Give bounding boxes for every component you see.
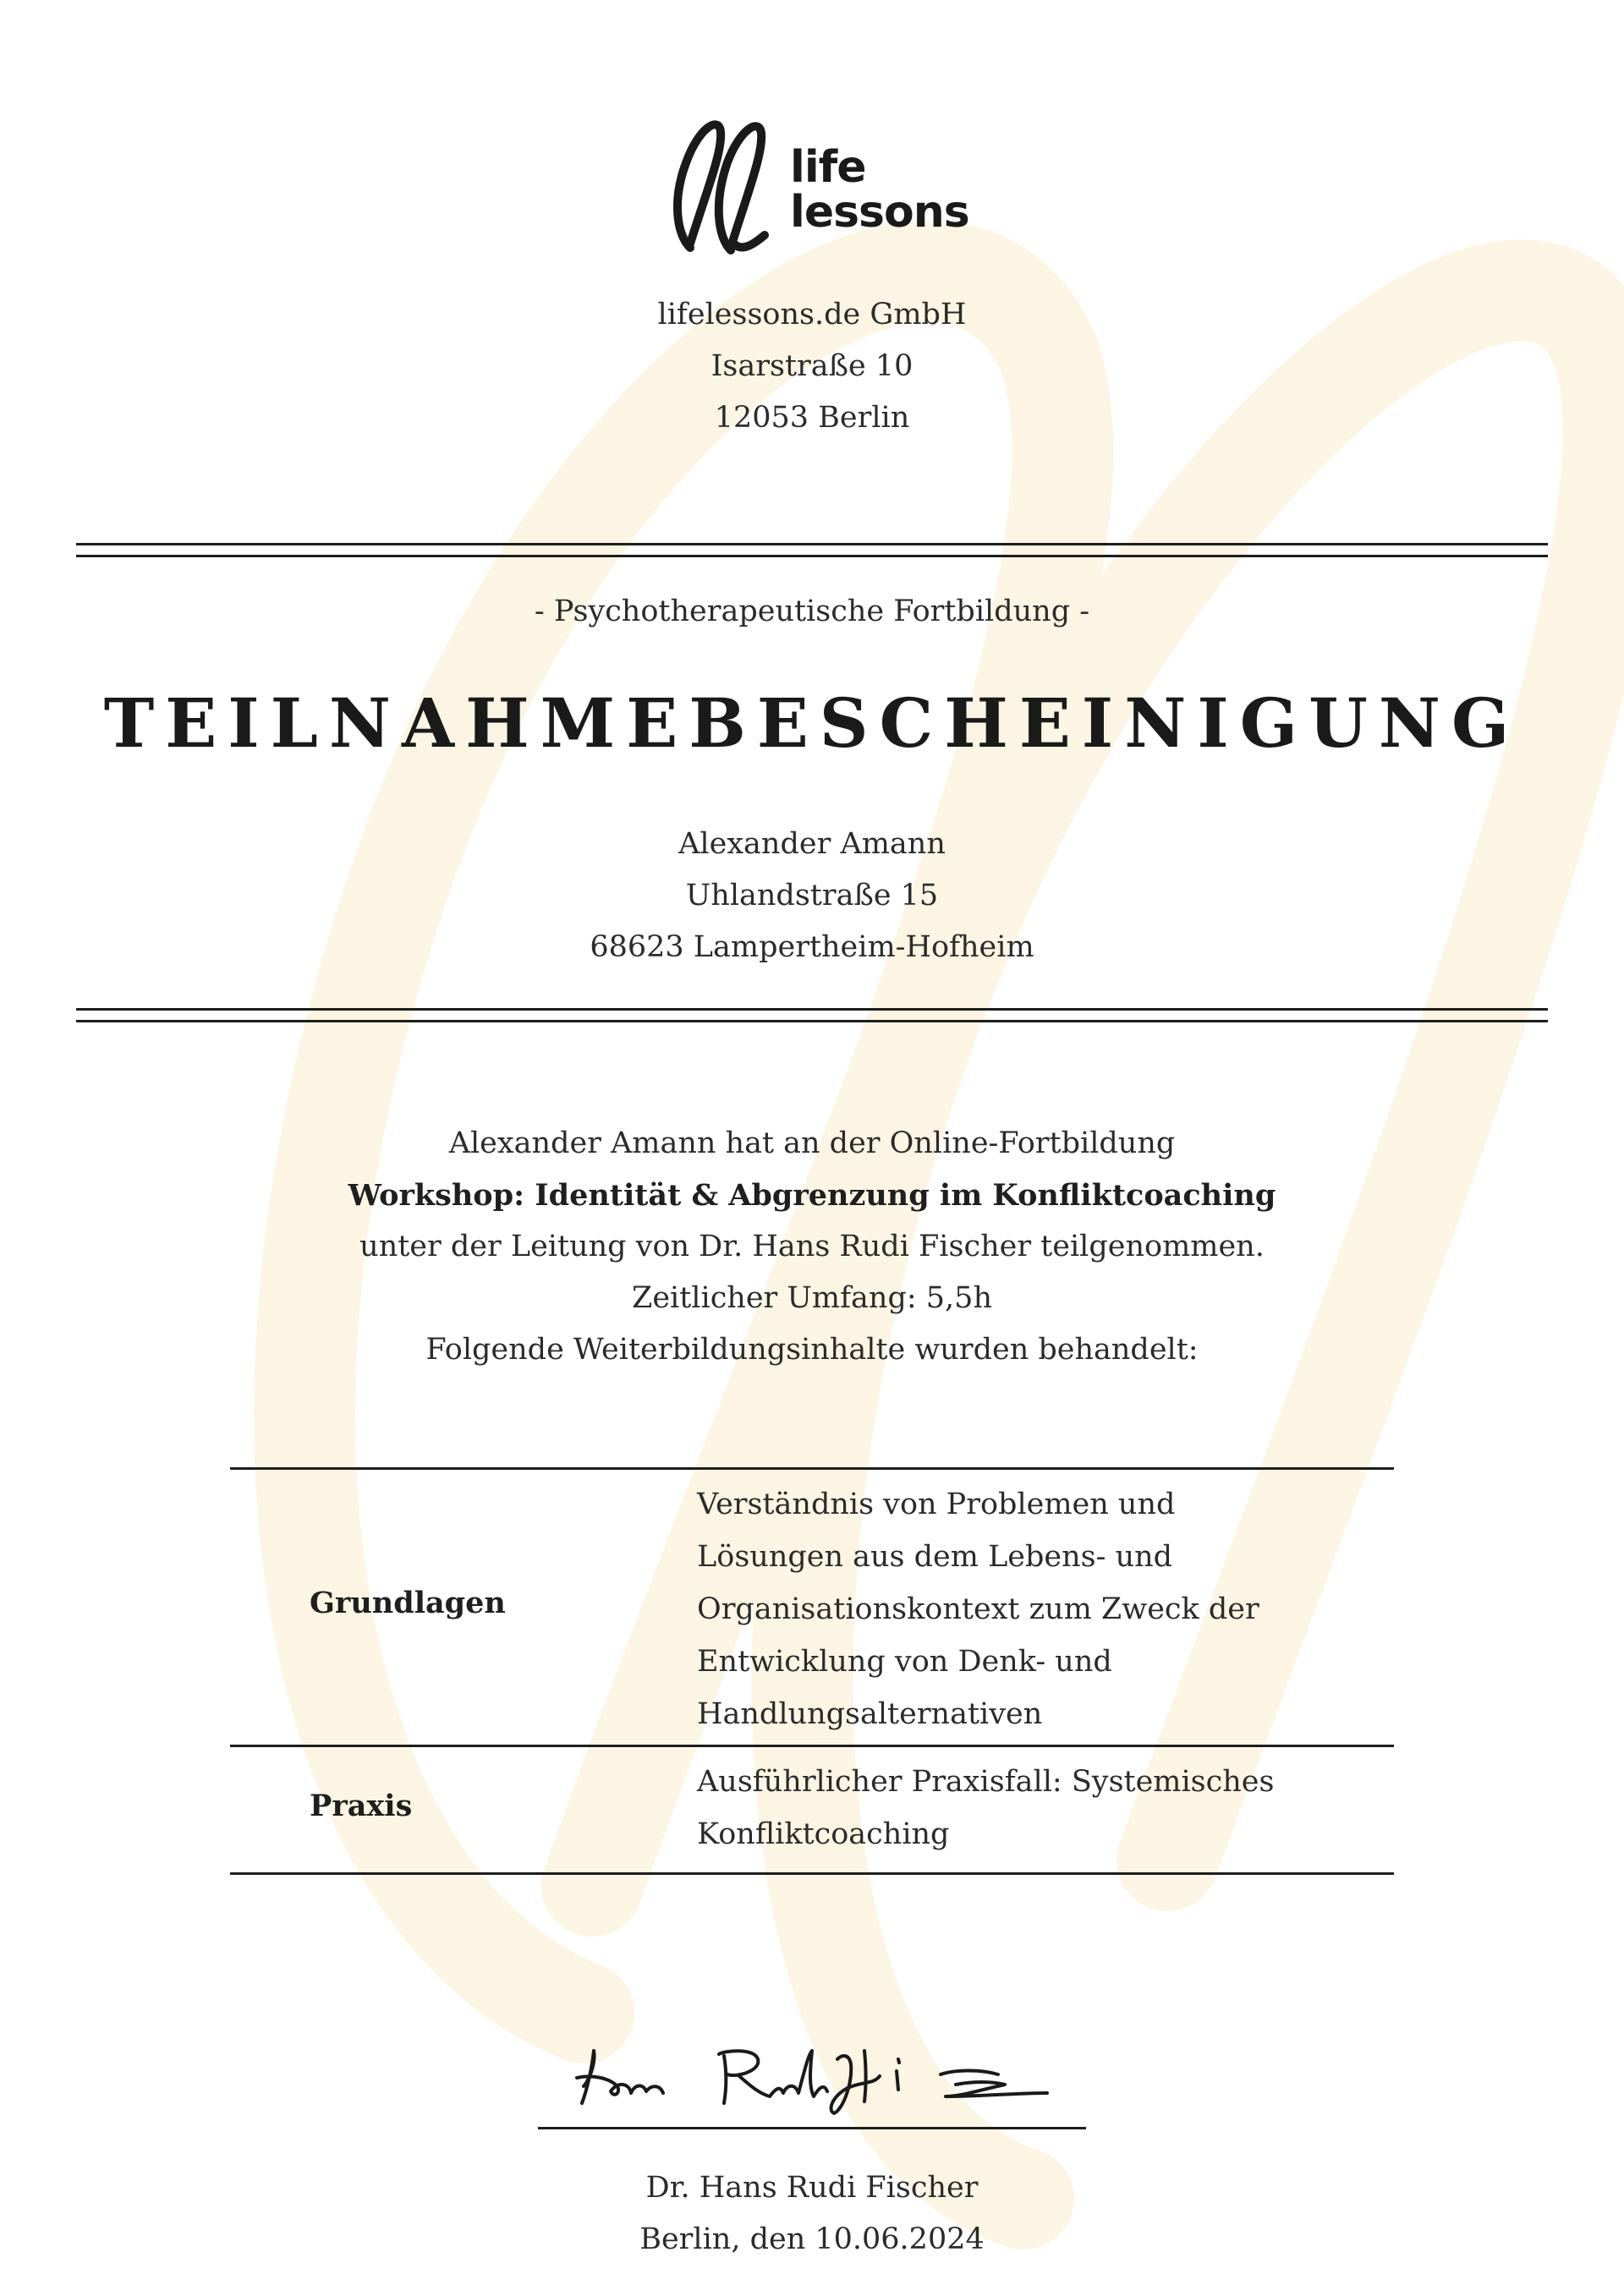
topic-description-line: Lösungen aus dem Lebens- und bbox=[697, 1540, 1173, 1574]
certificate-subtitle: - Psychotherapeutische Fortbildung - bbox=[534, 595, 1090, 628]
topic-description-line: Entwicklung von Denk- und bbox=[697, 1645, 1112, 1679]
top-rule-lower bbox=[76, 555, 1548, 557]
topic-description-line: Handlungsalternativen bbox=[697, 1697, 1043, 1731]
logo-text-lessons: lessons bbox=[790, 187, 969, 238]
ll-script-logo-icon bbox=[660, 108, 787, 260]
topic-name-grundlagen: Grundlagen bbox=[310, 1586, 506, 1620]
recipient-street: Uhlandstraße 15 bbox=[685, 879, 939, 912]
table-rule-top bbox=[230, 1467, 1394, 1470]
handwritten-signature bbox=[558, 2025, 1066, 2118]
table-rule-bottom bbox=[230, 1872, 1394, 1875]
topic-description-line: Verständnis von Problemen und bbox=[697, 1488, 1176, 1521]
recipient-city: 68623 Lampertheim-Hofheim bbox=[590, 930, 1034, 964]
course-title: Workshop: Identität & Abgrenzung im Konfliktcoaching bbox=[348, 1178, 1276, 1213]
place-and-date: Berlin, den 10.06.2024 bbox=[639, 2222, 985, 2256]
top-rule-upper bbox=[76, 543, 1548, 545]
recipient-name: Alexander Amann bbox=[678, 827, 946, 861]
issuer-name: lifelessons.de GmbH bbox=[657, 298, 967, 332]
issuer-city: 12053 Berlin bbox=[714, 401, 910, 435]
body-line-topics-intro: Folgende Weiterbildungsinhalte wurden behandelt: bbox=[425, 1333, 1199, 1367]
topic-name-praxis: Praxis bbox=[310, 1789, 413, 1823]
certificate-title: TEILNAHMEBESCHEINIGUNG bbox=[103, 683, 1521, 763]
signature-line bbox=[538, 2127, 1086, 2129]
issuer-street: Isarstraße 10 bbox=[710, 349, 914, 383]
topic-description-grundlagen bbox=[697, 1478, 1259, 1740]
signatory-name: Dr. Hans Rudi Fischer bbox=[645, 2171, 979, 2205]
topic-description-line: Ausführlicher Praxisfall: Systemisches bbox=[697, 1765, 1275, 1799]
mid-rule-lower bbox=[76, 1020, 1548, 1022]
body-line-duration: Zeitlicher Umfang: 5,5h bbox=[632, 1281, 992, 1315]
body-line-leader: unter der Leitung von Dr. Hans Rudi Fischer teilgenommen. bbox=[359, 1230, 1265, 1263]
company-logo bbox=[660, 108, 969, 260]
topic-description-praxis bbox=[697, 1756, 1274, 1860]
logo-text-life: life bbox=[790, 142, 866, 193]
body-line-participation: Alexander Amann hat an der Online-Fortbildung bbox=[448, 1126, 1176, 1160]
topic-description-line: Konfliktcoaching bbox=[697, 1817, 950, 1851]
topic-description-line: Organisationskontext zum Zweck der bbox=[697, 1592, 1259, 1626]
mid-rule-upper bbox=[76, 1008, 1548, 1011]
table-rule-middle bbox=[230, 1745, 1394, 1747]
